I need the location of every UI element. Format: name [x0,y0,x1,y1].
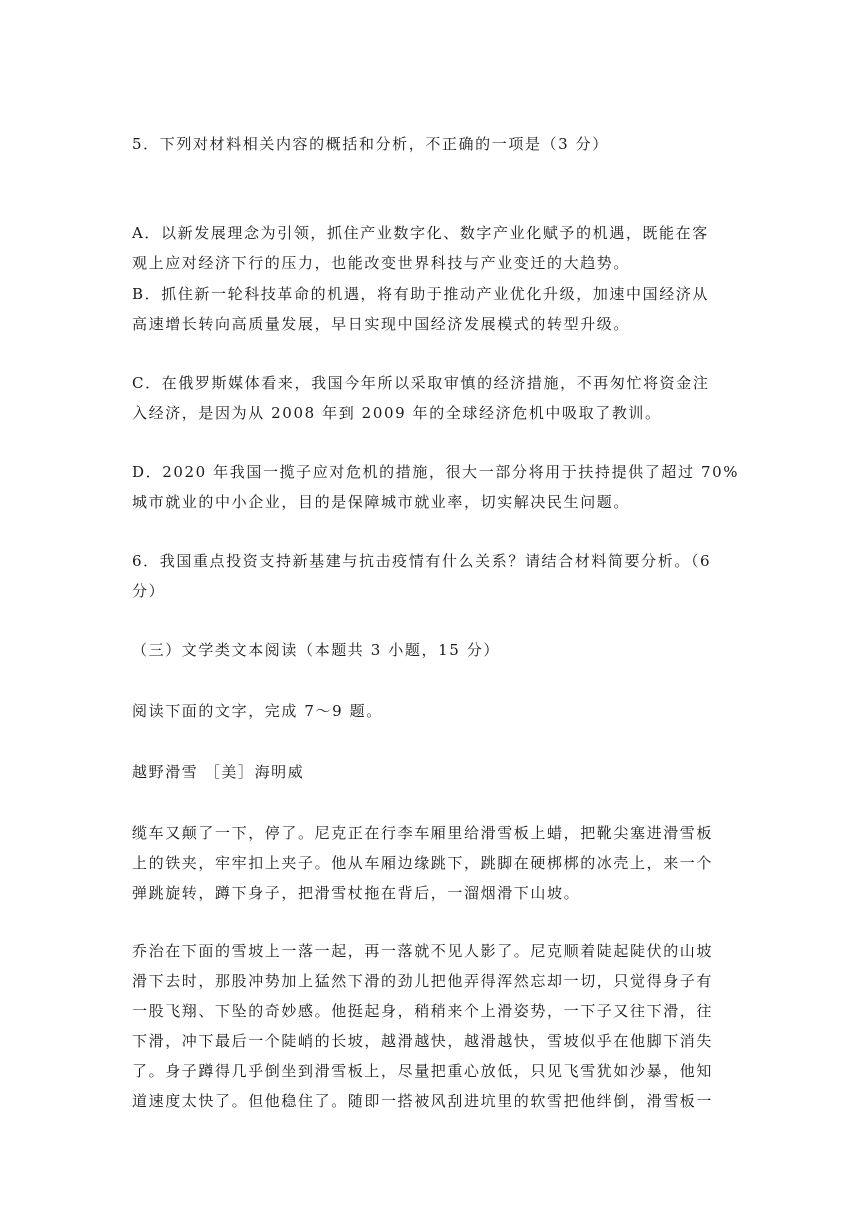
question-5-option-c: C．在俄罗斯媒体看来，我国今年所以采取审慎的经济措施，不再匆忙将资金注 入经济，是因为从 2008 年到 2009 年的全球经济危机中吸取了教训。 [132,374,710,422]
question-5-stem: 5．下列对材料相关内容的概括和分析，不正确的一项是（3 分） [132,135,609,153]
reading-instruction: 阅读下面的文字，完成 7～9 题。 [132,702,383,720]
story-title: 越野滑雪 ［美］海明威 [132,763,305,781]
story-paragraph-1: 缆车又颠了一下，停了。尼克正在行李车厢里给滑雪板上蜡，把靴尖塞进滑雪板 上的铁夹，牢牢扣上夹子。他从车厢边缘跳下，跳脚在硬梆梆的冰壳上，来一个 弹跳旋转，蹲下身子，把滑雪杖拖在背后，一溜烟滑下山坡。 [132,824,714,902]
section-heading: （三）文学类文本阅读（本题共 3 小题，15 分） [132,641,500,659]
question-5-option-d: D．2020 年我国一揽子应对危机的措施，很大一部分将用于扶持提供了超过 70% 城市就业的中小企业，目的是保障城市就业率，切实解决民生问题。 [132,463,740,511]
story-paragraph-2: 乔治在下面的雪坡上一落一起，再一落就不见人影了。尼克顺着陡起陡伏的山坡 滑下去时，那股冲势加上猛然下滑的劲儿把他弄得浑然忘却一切，只觉得身子有 一股飞翔、下坠的奇妙感。他挺起身，稍稍来个上滑姿势，一下子又往下滑，往 下滑，冲下最后一个陡峭的长坡，越滑越快，越滑越快，雪坡似乎在他脚下消失 了。身子蹲得几乎倒坐到滑雪板上，尽量把重心放低，只见飞雪犹如沙暴，他知 道速度太快了。但他稳住了。随即一搭被风刮进坑里的软雪把他绊倒，滑雪板一 [132,942,714,1110]
question-6: 6．我国重点投资支持新基建与抗击疫情有什么关系？请结合材料简要分析。（6 分） [132,552,712,600]
question-5-option-b: B．抓住新一轮科技革命的机遇，将有助于推动产业优化升级，加速中国经济从 高速增长转向高质量发展，早日实现中国经济发展模式的转型升级。 [132,285,710,333]
question-5-option-a: A．以新发展理念为引领，抓住产业数字化、数字产业化赋予的机遇，既能在客 观上应对经济下行的压力，也能改变世界科技与产业变迁的大趋势。 [132,224,709,272]
